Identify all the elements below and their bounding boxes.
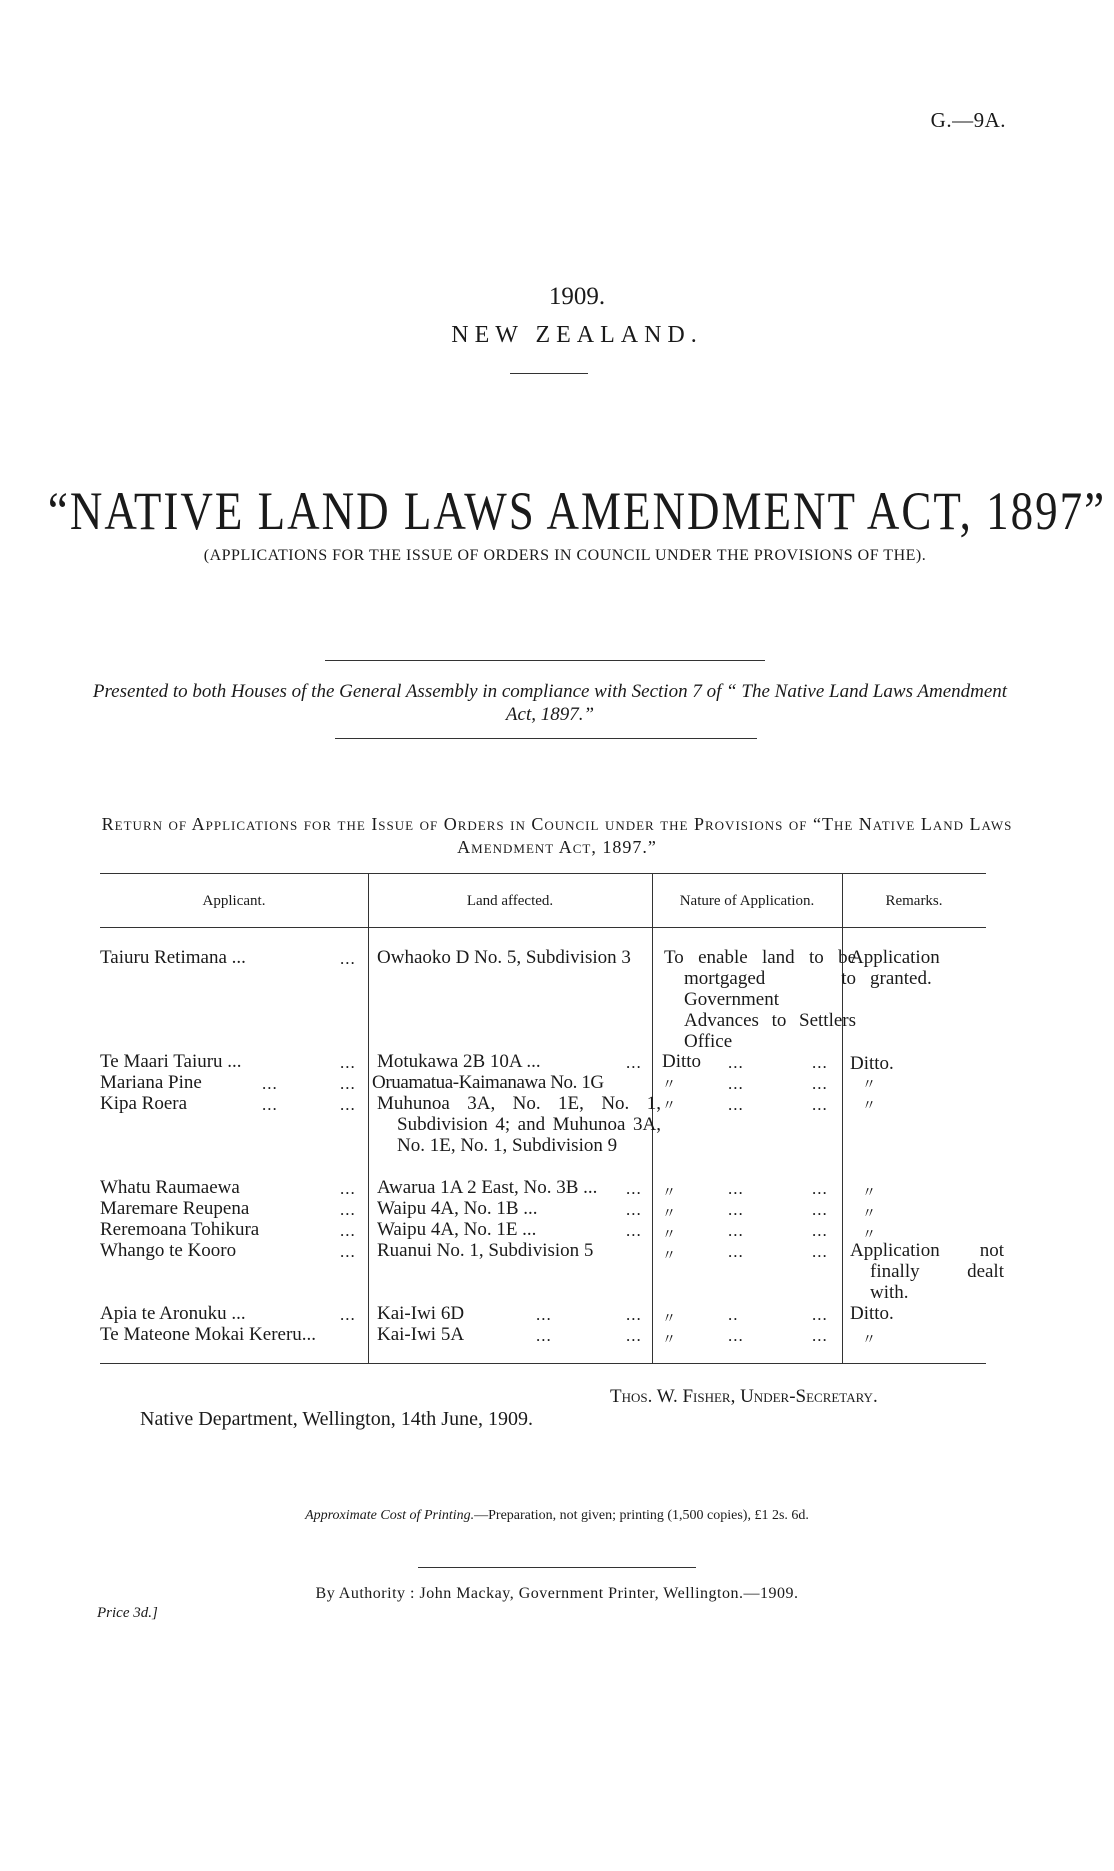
land-cell: Owhaoko D No. 5, Subdivision 3	[377, 947, 631, 968]
applicant-cell: Kipa Roera	[100, 1093, 188, 1114]
nature-cell: 〃	[662, 1099, 676, 1114]
land-cell: Awarua 1A 2 East, No. 3B ...	[377, 1177, 598, 1198]
presented-statement: Presented to both Houses of the General Assembly in compliance with Section 7 of “ The Native Land Laws Amendment Act, 1897.”	[92, 681, 1008, 725]
signature: Thos. W. Fisher, Under-Secretary.	[610, 1386, 878, 1407]
applicant-cell: Maremare Reupena	[100, 1198, 250, 1219]
remarks-cell: Ditto.	[850, 1053, 894, 1074]
presented-rule-top	[325, 660, 765, 661]
department-date: Native Department, Wellington, 14th June, 1909.	[140, 1408, 533, 1430]
nature-cell: 〃	[662, 1078, 676, 1093]
return-heading: Return of Applications for the Issue of Orders in Council under the Provisions of “The Native Land Laws Amendment Act, 1897.”	[101, 814, 1013, 857]
applicant-cell: Taiuru Retimana ...	[100, 947, 246, 968]
land-cell: Waipu 4A, No. 1B ...	[377, 1198, 538, 1219]
land-cell: Motukawa 2B 10A ...	[377, 1051, 541, 1072]
publication-year: 1909.	[548, 283, 606, 310]
nature-cell: 〃	[662, 1333, 676, 1348]
remarks-cell: 〃	[862, 1099, 876, 1114]
applicant-cell: Te Maari Taiuru ...	[100, 1051, 242, 1072]
nature-cell: 〃	[662, 1186, 676, 1201]
printing-cost-text: —Preparation, not given; printing (1,500 copies), £1 2s. 6d.	[474, 1508, 809, 1523]
price: Price 3d.]	[97, 1605, 158, 1621]
printing-cost	[0, 1508, 1114, 1524]
printing-cost-label: Approximate Cost of Printing.	[305, 1508, 475, 1523]
remarks-cell: 〃	[862, 1333, 876, 1348]
presented-rule-bottom	[335, 738, 757, 739]
nature-cell: 〃	[662, 1249, 676, 1264]
document-subtitle: (APPLICATIONS FOR THE ISSUE OF ORDERS IN COUNCIL UNDER THE PROVISIONS OF THE).	[203, 547, 927, 564]
remarks-cell: 〃	[862, 1078, 876, 1093]
remarks-cell: Ditto.	[850, 1303, 894, 1324]
nature-cell: To enable land to be mortgaged to Government Advances to Settlers Office	[664, 947, 856, 1052]
applicant-cell: Mariana Pine	[100, 1072, 202, 1093]
land-cell: Waipu 4A, No. 1E ...	[377, 1219, 537, 1240]
table-top-rule	[100, 873, 986, 874]
column-divider-1	[368, 873, 369, 1363]
country-heading: NEW ZEALAND.	[451, 322, 703, 348]
nature-cell: 〃	[662, 1312, 676, 1327]
land-cell: Kai-Iwi 5A	[377, 1324, 465, 1345]
document-reference: G.—9A.	[930, 108, 1006, 132]
land-cell: Muhunoa 3A, No. 1E, No. 1, Subdivision 4; and Muhunoa 3A, No. 1E, No. 1, Subdivision 9	[377, 1093, 661, 1156]
authority-imprint: By Authority : John Mackay, Government Printer, Wellington.—1909.	[315, 1585, 799, 1602]
nature-cell: Ditto	[662, 1051, 702, 1072]
table-bottom-rule	[100, 1363, 986, 1364]
table-header-rule	[100, 927, 986, 928]
applicant-cell: Te Mateone Mokai Kereru...	[100, 1324, 317, 1345]
header-applicant: Applicant.	[202, 893, 266, 909]
remarks-cell: 〃	[862, 1228, 876, 1243]
applicant-cell: Whango te Kooro	[100, 1240, 237, 1261]
land-cell: Kai-Iwi 6D	[377, 1303, 465, 1324]
remarks-cell: 〃	[862, 1207, 876, 1222]
remarks-cell: 〃	[862, 1186, 876, 1201]
document-title: “NATIVE LAND LAWS AMENDMENT ACT, 1897”	[47, 481, 1107, 542]
remarks-cell: Application granted.	[850, 947, 940, 989]
authority-rule	[418, 1567, 696, 1568]
applicant-cell: Apia te Aronuku ...	[100, 1303, 246, 1324]
land-cell: Oruamatua-Kaimanawa No. 1G	[372, 1072, 604, 1093]
applicant-cell: Whatu Raumaewa	[100, 1177, 240, 1198]
nature-cell: 〃	[662, 1207, 676, 1222]
header-remarks: Remarks.	[885, 893, 943, 909]
applicant-cell: Reremoana Tohikura	[100, 1219, 260, 1240]
remarks-cell: Application not finally dealt with.	[850, 1240, 1004, 1303]
header-land-affected: Land affected.	[466, 893, 554, 909]
header-nature-of-application: Nature of Application.	[679, 893, 815, 909]
heading-rule	[510, 373, 588, 374]
nature-cell: 〃	[662, 1228, 676, 1243]
land-cell: Ruanui No. 1, Subdivision 5	[377, 1240, 594, 1261]
